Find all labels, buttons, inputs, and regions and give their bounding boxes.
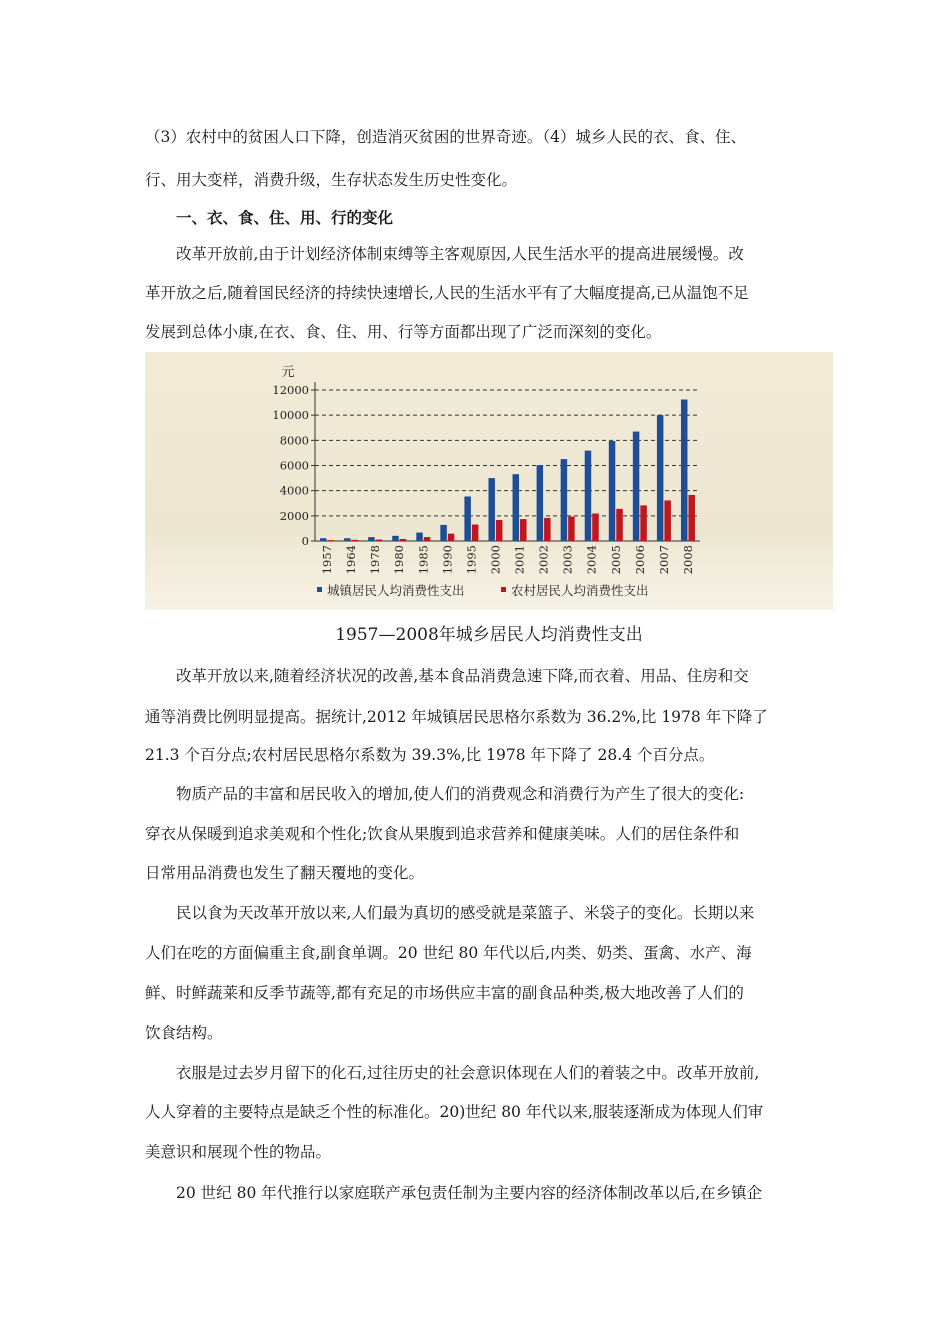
x-tick-label: 1957 [320, 545, 335, 575]
rural-bar [688, 495, 695, 541]
paragraph-line: 饮食结构。 [145, 1024, 223, 1042]
legend-label-urban: 城镇居民人均消费性支出 [327, 583, 465, 598]
x-tick-label: 2000 [488, 545, 503, 575]
rural-bar [448, 534, 455, 541]
rural-bar [472, 525, 479, 541]
rural-bar [328, 540, 335, 541]
paragraph-line: 美意识和展现个性的物品。 [145, 1143, 332, 1161]
y-tick-label: 8000 [279, 433, 309, 448]
x-tick-label: 2003 [560, 545, 575, 575]
paragraph-line: 20 世纪 80 年代推行以家庭联产承包责任制为主要内容的经济体制改革以后,在乡镇企 [176, 1184, 763, 1202]
urban-bar [561, 459, 568, 541]
x-tick-label: 1985 [416, 545, 431, 575]
paragraph-line: 改革开放以来,随着经济状况的改善,基本食品消费急速下降,而衣着、用品、住房和交 [176, 667, 749, 685]
y-tick-label: 2000 [279, 508, 309, 523]
y-tick-label: 4000 [279, 483, 309, 498]
paragraph-line: 穿衣从保暖到追求美观和个性化;饮食从果腹到追求营养和健康美味。人们的居住条件和 [145, 825, 740, 843]
paragraph-line: 通等消费比例明显提高。据统计,2012 年城镇居民思格尔系数为 36.2%,比 1978 年下降了 [145, 708, 768, 726]
paragraph-line: 衣服是过去岁月留下的化石,过往历史的社会意识体现在人们的着装之中。改革开放前, [176, 1064, 760, 1082]
paragraph-line: 鲜、时鲜蔬莱和反季节蔬等,都有充足的市场供应丰富的副食品种类,极大地改善了人们的 [145, 984, 744, 1002]
urban-bar [416, 533, 423, 541]
legend-swatch-urban [317, 587, 322, 592]
paragraph-line: 民以食为天改革开放以来,人们最为真切的感受就是菜篮子、米袋子的变化。长期以来 [176, 904, 755, 922]
urban-bar [537, 465, 544, 541]
urban-bar [513, 474, 520, 541]
bar-chart [145, 352, 833, 610]
urban-bar [344, 538, 351, 541]
rural-bar [616, 509, 623, 541]
x-tick-label: 2007 [656, 545, 671, 575]
urban-bar [585, 451, 592, 541]
urban-bar [464, 496, 471, 541]
rural-bar [352, 540, 359, 541]
urban-bar [657, 415, 664, 541]
rural-bar [592, 514, 599, 541]
chart-caption: 1957—2008年城乡居民人均消费性支出 [335, 625, 643, 645]
x-tick-label: 1964 [344, 545, 359, 575]
x-tick-label: 2006 [632, 545, 647, 575]
paragraph-line: 人们在吃的方面偏重主食,副食单调。20 世纪 80 年代以后,内类、奶类、蛋禽、水产、海 [145, 944, 752, 962]
urban-bar [440, 525, 447, 541]
paragraph-line: （3）农村中的贫困人口下降，创造消灭贫困的世界奇迹。（4）城乡人民的衣、食、住、 [145, 128, 746, 146]
rural-bar [400, 539, 407, 541]
x-tick-label: 1978 [368, 545, 383, 575]
rural-bar [496, 520, 503, 541]
x-tick-label: 2004 [584, 545, 599, 575]
x-tick-label: 2002 [536, 545, 551, 575]
rural-bar [376, 540, 383, 541]
x-tick-label: 2005 [608, 545, 623, 575]
urban-bar [392, 536, 399, 541]
rural-bar [640, 505, 647, 541]
y-tick-label: 12000 [272, 383, 309, 397]
rural-bar [568, 517, 575, 541]
x-tick-label: 1980 [392, 545, 407, 575]
y-tick-label: 6000 [279, 458, 309, 473]
urban-bar [368, 537, 375, 541]
paragraph-line: 物质产品的丰富和居民收入的增加,使人们的消费观念和消费行为产生了很大的变化: [176, 785, 745, 803]
rural-bar [520, 519, 527, 541]
urban-bar [681, 400, 688, 541]
y-tick-label: 0 [301, 534, 309, 548]
urban-bar [633, 432, 640, 541]
rural-bar [664, 500, 671, 541]
paragraph-line: 改革开放前,由于计划经济体制束缚等主客观原因,人民生活水平的提高进展缓慢。改 [176, 245, 744, 263]
rural-bar [424, 537, 431, 541]
paragraph-line: 21.3 个百分点;农村居民思格尔系数为 39.3%,比 1978 年下降了 28.4 个百分点。 [145, 746, 715, 764]
x-tick-label: 2008 [680, 545, 695, 575]
paragraph-line: 革开放之后,随着国民经济的持续快速增长,人民的生活水平有了大幅度提高,已从温饱不足 [145, 284, 749, 302]
x-tick-label: 2001 [512, 545, 527, 575]
paragraph-line: 发展到总体小康,在衣、食、住、用、行等方面都出现了广泛而深刻的变化。 [145, 323, 662, 341]
legend-label-rural: 农村居民人均消费性支出 [511, 583, 649, 598]
legend-swatch-rural [501, 587, 506, 592]
urban-bar [488, 478, 495, 541]
x-tick-label: 1995 [464, 545, 479, 575]
rural-bar [544, 518, 551, 541]
paragraph-line: 行、用大变样，消费升级，生存状态发生历史性变化。 [145, 171, 518, 189]
paragraph-line: 人人穿着的主要特点是缺乏个性的标准化。20)世纪 80 年代以来,服装逐渐成为体现人们审 [145, 1103, 764, 1121]
chart-panel [145, 352, 833, 610]
section-heading: 一、衣、食、住、用、行的变化 [176, 208, 394, 227]
urban-bar [320, 538, 327, 541]
y-axis-unit-label: 元 [281, 365, 295, 380]
paragraph-line: 日常用品消费也发生了翻天覆地的变化。 [145, 864, 425, 882]
urban-bar [609, 441, 616, 541]
y-tick-label: 10000 [272, 408, 309, 423]
x-tick-label: 1990 [440, 545, 455, 575]
